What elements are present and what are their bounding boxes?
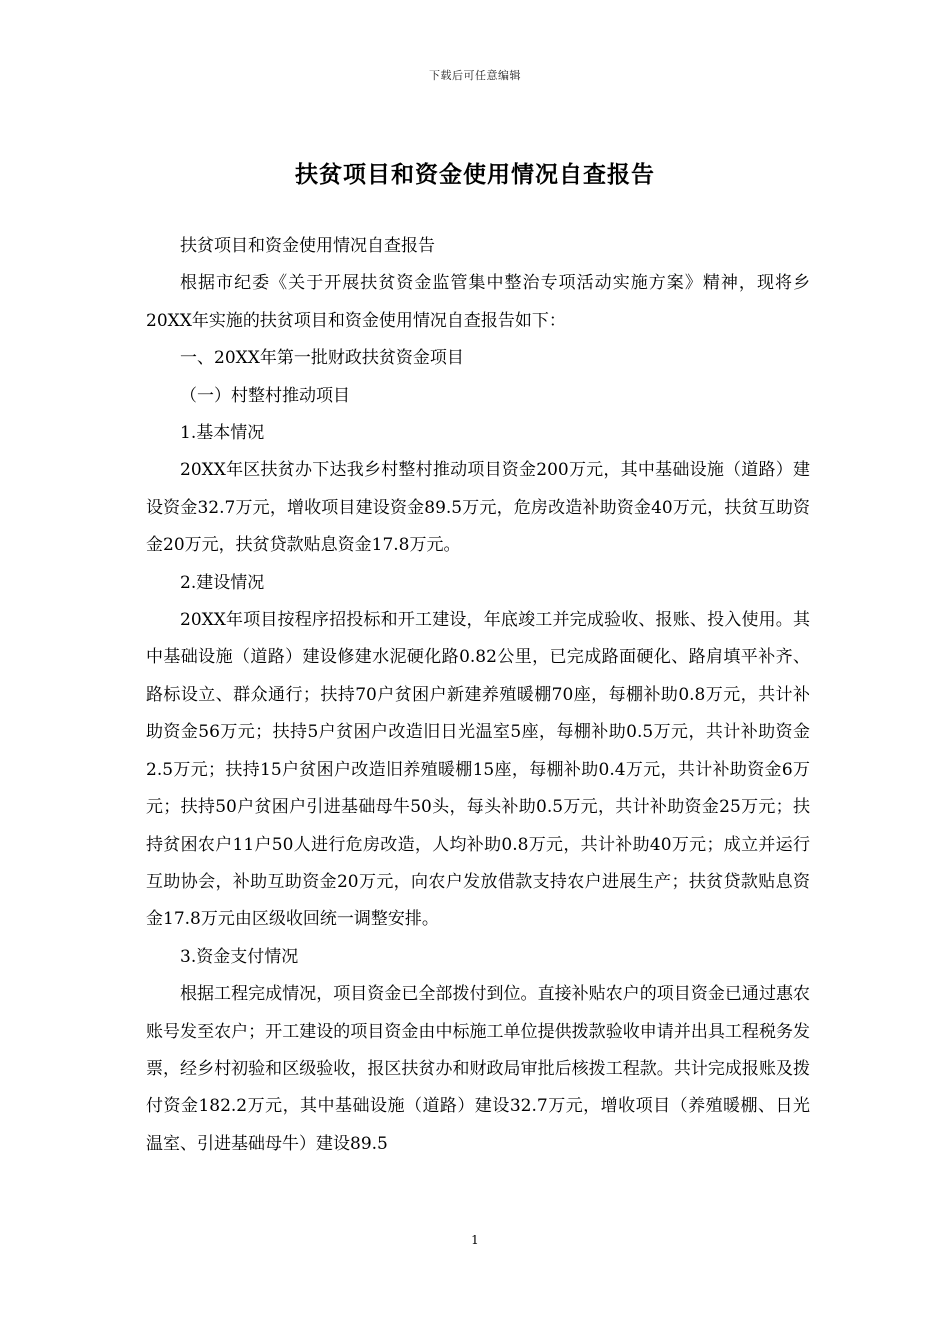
document-body	[146, 228, 810, 1163]
paragraph-basic-info: 20XX年区扶贫办下达我乡村整村推动项目资金200万元，其中基础设施（道路）建设资金32.7万元，增收项目建设资金89.5万元，危房改造补助资金40万元，扶贫互助资金20万元，扶贫贷款贴息资金17.8万元。	[146, 460, 810, 556]
heading-construction: 2.建设情况	[180, 572, 265, 593]
page-number: 1	[471, 1233, 479, 1247]
heading-fund-payment: 3.资金支付情况	[180, 946, 299, 967]
paragraph-subtitle: 扶贫项目和资金使用情况自查报告	[180, 236, 435, 256]
paragraph-intro: 根据市纪委《关于开展扶贫资金监管集中整治专项活动实施方案》精神，现将乡20XX年实施的扶贫项目和资金使用情况自查报告如下：	[146, 273, 810, 331]
header-note: 下载后可任意编辑	[429, 69, 521, 82]
paragraph-fund-payment: 根据工程完成情况，项目资金已全部拨付到位。直接补贴农户的项目资金已通过惠农账号发至农户；开工建设的项目资金由中标施工单位提供拨款验收申请并出具工程税务发票，经乡村初验和区级验收，报区扶贫办和财政局审批后核拨工程款。共计完成报账及拨付资金182.2万元，其中基础设施（道路）建设32.7万元，增收项目（养殖暖棚、日光温室、引进基础母牛）建设89.5	[146, 984, 810, 1154]
heading-basic-info: 1.基本情况	[180, 423, 265, 444]
document-title: 扶贫项目和资金使用情况自查报告	[295, 162, 655, 188]
paragraph-construction: 20XX年项目按程序招投标和开工建设，年底竣工并完成验收、报账、投入使用。其中基础设施（道路）建设修建水泥硬化路0.82公里，已完成路面硬化、路肩填平补齐、路标设立、群众通行；扶持70户贫困户新建养殖暖棚70座，每棚补助0.8万元，共计补助资金56万元；扶持5户贫困户改造旧日光温室5座，每棚补助0.5万元，共计补助资金2.5万元；扶持15户贫困户改造旧养殖暖棚15座，每棚补助0.4万元，共计补助资金6万元；扶持50户贫困户引进基础母牛50头，每头补助0.5万元，共计补助资金25万元；扶持贫困农户11户50人进行危房改造，人均补助0.8万元，共计补助40万元；成立并运行互助协会，补助互助资金20万元，向农户发放借款支持农户进展生产；扶贫贷款贴息资金17.8万元由区级收回统一调整安排。	[146, 610, 810, 930]
heading-section-1: 一、20XX年第一批财政扶贫资金项目	[180, 348, 464, 369]
heading-subsection-1: （一）村整村推动项目	[180, 385, 350, 406]
